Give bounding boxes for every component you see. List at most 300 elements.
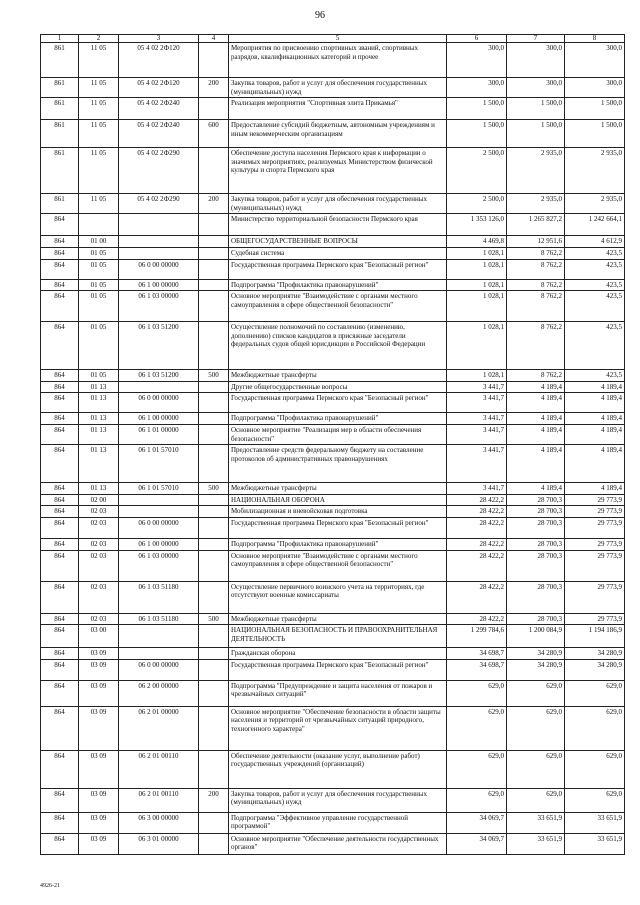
amount-col-7: 28 700,3 [507, 538, 565, 550]
grbs-code: 864 [41, 214, 79, 236]
amount-col-6: 28 422,2 [447, 517, 507, 538]
amount-col-6: 34 698,7 [447, 648, 507, 660]
amount-col-7: 1 500,0 [507, 120, 565, 148]
target-article: 05 4 02 2Ф240 [119, 120, 199, 148]
amount-col-7: 629,0 [507, 680, 565, 706]
amount-col-8: 4 189,4 [565, 381, 625, 393]
expense-type: 500 [199, 483, 229, 495]
section-code: 01 05 [79, 322, 119, 370]
amount-col-6: 1 028,1 [447, 259, 507, 279]
table-row [41, 194, 625, 214]
grbs-code: 864 [41, 659, 79, 680]
amount-col-8: 423,5 [565, 247, 625, 259]
amount-col-8: 423,5 [565, 322, 625, 370]
amount-col-8: 629,0 [565, 706, 625, 750]
description: Подпрограмма "Профилактика правонарушений" [229, 279, 447, 291]
grbs-code: 864 [41, 538, 79, 550]
table-row [41, 517, 625, 538]
target-article: 05 4 02 2Ф120 [119, 78, 199, 98]
expense-type [199, 750, 229, 788]
target-article [119, 214, 199, 236]
amount-col-6: 1 500,0 [447, 98, 507, 120]
description: Межбюджетные трансферты [229, 370, 447, 382]
table-row [41, 833, 625, 854]
description: Основное мероприятие "Взаимодействие с органами местного самоуправления в сфере общественной безопасности" [229, 291, 447, 322]
description: Государственная программа Пермского края "Безопасный регион" [229, 393, 447, 413]
table-row [41, 788, 625, 812]
description: Осуществление полномочий по составлению (изменению, дополнению) списков кандидатов в присяжные заседатели федеральных судов общей юрисдикции в Российской Федерации [229, 322, 447, 370]
column-number-6: 6 [447, 35, 507, 43]
amount-col-8: 300,0 [565, 43, 625, 78]
expense-type [199, 43, 229, 78]
expense-type [199, 322, 229, 370]
grbs-code: 861 [41, 148, 79, 194]
amount-col-7: 8 762,2 [507, 279, 565, 291]
description: Предоставление средств федеральному бюджету на составление протоколов об административных правонарушениях [229, 445, 447, 483]
description: Осуществление первичного воинского учета на территориях, где отсутствуют военные комиссариаты [229, 581, 447, 613]
amount-col-7: 300,0 [507, 43, 565, 78]
target-article: 06 0 00 00000 [119, 517, 199, 538]
amount-col-7: 4 189,4 [507, 413, 565, 425]
table-row [41, 659, 625, 680]
target-article: 06 1 01 57010 [119, 483, 199, 495]
description: Подпрограмма "Профилактика правонарушений" [229, 413, 447, 425]
grbs-code: 864 [41, 259, 79, 279]
column-number-8: 8 [565, 35, 625, 43]
amount-col-8: 423,5 [565, 259, 625, 279]
target-article: 05 4 02 2Ф240 [119, 98, 199, 120]
table-row [41, 706, 625, 750]
amount-col-7: 1 500,0 [507, 98, 565, 120]
section-code: 02 03 [79, 506, 119, 518]
amount-col-7: 8 762,2 [507, 291, 565, 322]
target-article [119, 506, 199, 518]
grbs-code: 864 [41, 381, 79, 393]
grbs-code: 864 [41, 445, 79, 483]
section-code: 02 03 [79, 517, 119, 538]
grbs-code: 864 [41, 247, 79, 259]
target-article: 06 1 03 51200 [119, 322, 199, 370]
amount-col-7: 629,0 [507, 788, 565, 812]
grbs-code: 861 [41, 78, 79, 98]
expense-type [199, 214, 229, 236]
expense-type [199, 833, 229, 854]
column-number-5: 5 [229, 35, 447, 43]
table-row [41, 322, 625, 370]
target-article: 06 1 01 00000 [119, 424, 199, 444]
expense-type [199, 706, 229, 750]
table-row [41, 236, 625, 248]
description: Мобилизационная и вневойсковая подготовка [229, 506, 447, 518]
expense-type: 200 [199, 788, 229, 812]
section-code: 02 03 [79, 581, 119, 613]
target-article: 06 2 00 00000 [119, 680, 199, 706]
amount-col-6: 3 441,7 [447, 413, 507, 425]
column-number-4: 4 [199, 35, 229, 43]
expense-type [199, 648, 229, 660]
table-row [41, 247, 625, 259]
table-row [41, 750, 625, 788]
table-row [41, 279, 625, 291]
grbs-code: 864 [41, 750, 79, 788]
description: Подпрограмма "Эффективное управление государственной программой" [229, 812, 447, 833]
budget-table [40, 34, 625, 855]
table-row [41, 78, 625, 98]
section-code: 02 03 [79, 550, 119, 581]
expense-type [199, 424, 229, 444]
section-code: 11 05 [79, 78, 119, 98]
description: Основное мероприятие "Обеспечение деятельности государственных органов" [229, 833, 447, 854]
grbs-code: 864 [41, 236, 79, 248]
target-article: 06 2 01 00110 [119, 750, 199, 788]
grbs-code: 864 [41, 424, 79, 444]
amount-col-7: 2 935,0 [507, 148, 565, 194]
grbs-code: 864 [41, 648, 79, 660]
table-row [41, 648, 625, 660]
target-article: 06 1 03 00000 [119, 550, 199, 581]
amount-col-8: 29 773,9 [565, 550, 625, 581]
target-article: 05 4 02 2Ф120 [119, 43, 199, 78]
table-row [41, 613, 625, 625]
table-row [41, 43, 625, 78]
column-number-2: 2 [79, 35, 119, 43]
amount-col-6: 1 028,1 [447, 247, 507, 259]
expense-type [199, 279, 229, 291]
amount-col-6: 1 353 126,0 [447, 214, 507, 236]
amount-col-7: 4 189,4 [507, 445, 565, 483]
amount-col-6: 1 028,1 [447, 291, 507, 322]
description: Основное мероприятие "Реализация мер в области обеспечения безопасности" [229, 424, 447, 444]
grbs-code: 864 [41, 506, 79, 518]
description: Подпрограмма "Предупреждение и защита населения от пожаров и чрезвычайных ситуаций" [229, 680, 447, 706]
target-article: 06 1 03 51180 [119, 613, 199, 625]
amount-col-6: 1 028,1 [447, 370, 507, 382]
target-article: 06 1 03 51180 [119, 581, 199, 613]
grbs-code: 861 [41, 120, 79, 148]
section-code: 01 13 [79, 393, 119, 413]
expense-type [199, 659, 229, 680]
description: Министерство территориальной безопасности Пермского края [229, 214, 447, 236]
grbs-code: 864 [41, 279, 79, 291]
description: Обеспечение деятельности (оказание услуг, выполнение работ) государственных учреждений (организаций) [229, 750, 447, 788]
amount-col-6: 3 441,7 [447, 483, 507, 495]
section-code: 01 05 [79, 370, 119, 382]
amount-col-6: 4 469,8 [447, 236, 507, 248]
amount-col-8: 629,0 [565, 750, 625, 788]
expense-type: 500 [199, 613, 229, 625]
amount-col-6: 3 441,7 [447, 381, 507, 393]
amount-col-7: 1 200 084,9 [507, 625, 565, 648]
grbs-code: 864 [41, 833, 79, 854]
section-code: 03 09 [79, 788, 119, 812]
section-code: 01 13 [79, 381, 119, 393]
amount-col-7: 28 700,3 [507, 506, 565, 518]
expense-type [199, 445, 229, 483]
section-code: 02 03 [79, 538, 119, 550]
grbs-code: 864 [41, 393, 79, 413]
grbs-code: 864 [41, 322, 79, 370]
expense-type: 200 [199, 194, 229, 214]
amount-col-6: 28 422,2 [447, 494, 507, 506]
grbs-code: 864 [41, 413, 79, 425]
expense-type [199, 291, 229, 322]
amount-col-7: 300,0 [507, 78, 565, 98]
amount-col-6: 3 441,7 [447, 445, 507, 483]
table-row [41, 214, 625, 236]
amount-col-6: 300,0 [447, 43, 507, 78]
section-code: 11 05 [79, 98, 119, 120]
section-code: 03 09 [79, 659, 119, 680]
section-code: 01 13 [79, 483, 119, 495]
description: Государственная программа Пермского края "Безопасный регион" [229, 517, 447, 538]
amount-col-7: 28 700,3 [507, 581, 565, 613]
table-row [41, 393, 625, 413]
description: Государственная программа Пермского края "Безопасный регион" [229, 259, 447, 279]
amount-col-8: 29 773,9 [565, 613, 625, 625]
table-row [41, 148, 625, 194]
expense-type: 600 [199, 120, 229, 148]
section-code: 03 09 [79, 750, 119, 788]
page-number: 96 [315, 10, 325, 21]
description: Мероприятия по присвоению спортивных званий, спортивных разрядов, квалификационных категорий и прочее [229, 43, 447, 78]
section-code: 03 09 [79, 812, 119, 833]
amount-col-7: 4 189,4 [507, 424, 565, 444]
description: Межбюджетные трансферты [229, 613, 447, 625]
amount-col-7: 8 762,2 [507, 247, 565, 259]
amount-col-6: 3 441,7 [447, 424, 507, 444]
grbs-code: 861 [41, 98, 79, 120]
expense-type [199, 393, 229, 413]
grbs-code: 864 [41, 517, 79, 538]
target-article [119, 381, 199, 393]
amount-col-6: 629,0 [447, 680, 507, 706]
amount-col-8: 1 500,0 [565, 98, 625, 120]
expense-type: 500 [199, 370, 229, 382]
table-row [41, 424, 625, 444]
section-code: 03 09 [79, 833, 119, 854]
section-code: 01 00 [79, 236, 119, 248]
column-number-1: 1 [41, 35, 79, 43]
expense-type [199, 550, 229, 581]
target-article: 06 1 00 00000 [119, 538, 199, 550]
section-code: 01 05 [79, 279, 119, 291]
description: ОБЩЕГОСУДАРСТВЕННЫЕ ВОПРОСЫ [229, 236, 447, 248]
amount-col-8: 4 189,4 [565, 483, 625, 495]
expense-type [199, 538, 229, 550]
table-row [41, 680, 625, 706]
amount-col-7: 33 651,9 [507, 812, 565, 833]
table-row [41, 506, 625, 518]
section-code: 11 05 [79, 148, 119, 194]
table-body [41, 35, 625, 855]
expense-type [199, 236, 229, 248]
description: Гражданская оборона [229, 648, 447, 660]
grbs-code: 861 [41, 43, 79, 78]
table-row [41, 483, 625, 495]
target-article: 06 1 03 51200 [119, 370, 199, 382]
expense-type [199, 581, 229, 613]
section-code: 11 05 [79, 43, 119, 78]
section-code: 03 09 [79, 706, 119, 750]
description: Основное мероприятие "Взаимодействие с органами местного самоуправления в сфере общественной безопасности" [229, 550, 447, 581]
target-article [119, 625, 199, 648]
target-article: 06 1 03 00000 [119, 291, 199, 322]
amount-col-7: 4 189,4 [507, 483, 565, 495]
section-code: 02 03 [79, 613, 119, 625]
description: Другие общегосударственные вопросы [229, 381, 447, 393]
amount-col-7: 629,0 [507, 706, 565, 750]
amount-col-8: 629,0 [565, 680, 625, 706]
target-article: 06 0 00 00000 [119, 393, 199, 413]
table-row [41, 445, 625, 483]
section-code: 11 05 [79, 194, 119, 214]
amount-col-8: 33 651,9 [565, 833, 625, 854]
target-article: 06 0 00 00000 [119, 659, 199, 680]
target-article [119, 247, 199, 259]
target-article [119, 494, 199, 506]
target-article: 06 3 01 00000 [119, 833, 199, 854]
table-row [41, 259, 625, 279]
description: Государственная программа Пермского края "Безопасный регион" [229, 659, 447, 680]
section-code: 02 00 [79, 494, 119, 506]
amount-col-8: 4 189,4 [565, 445, 625, 483]
description: НАЦИОНАЛЬНАЯ ОБОРОНА [229, 494, 447, 506]
table-row [41, 812, 625, 833]
amount-col-8: 2 935,0 [565, 194, 625, 214]
amount-col-7: 12 951,6 [507, 236, 565, 248]
expense-type [199, 259, 229, 279]
amount-col-8: 423,5 [565, 279, 625, 291]
amount-col-6: 629,0 [447, 706, 507, 750]
column-number-7: 7 [507, 35, 565, 43]
amount-col-6: 34 698,7 [447, 659, 507, 680]
amount-col-8: 4 189,4 [565, 413, 625, 425]
table-row [41, 550, 625, 581]
target-article: 06 3 00 00000 [119, 812, 199, 833]
amount-col-8: 1 194 186,9 [565, 625, 625, 648]
amount-col-8: 29 773,9 [565, 581, 625, 613]
amount-col-7: 33 651,9 [507, 833, 565, 854]
table-row [41, 98, 625, 120]
expense-type [199, 812, 229, 833]
amount-col-6: 2 500,0 [447, 148, 507, 194]
description: Предоставление субсидий бюджетным, автономным учреждениям и иным некоммерческим организациям [229, 120, 447, 148]
amount-col-6: 3 441,7 [447, 393, 507, 413]
amount-col-6: 1 500,0 [447, 120, 507, 148]
amount-col-8: 34 280,9 [565, 648, 625, 660]
amount-col-8: 629,0 [565, 788, 625, 812]
amount-col-7: 629,0 [507, 750, 565, 788]
expense-type [199, 381, 229, 393]
expense-type [199, 517, 229, 538]
section-code: 11 05 [79, 120, 119, 148]
amount-col-6: 1 299 784,6 [447, 625, 507, 648]
table-row [41, 494, 625, 506]
table-row [41, 370, 625, 382]
amount-col-6: 629,0 [447, 788, 507, 812]
section-code [79, 214, 119, 236]
target-article: 05 4 02 2Ф290 [119, 148, 199, 194]
table-row [41, 581, 625, 613]
amount-col-8: 4 189,4 [565, 424, 625, 444]
column-number-3: 3 [119, 35, 199, 43]
amount-col-8: 423,5 [565, 291, 625, 322]
amount-col-6: 28 422,2 [447, 538, 507, 550]
description: НАЦИОНАЛЬНАЯ БЕЗОПАСНОСТЬ И ПРАВООХРАНИТЕЛЬНАЯ ДЕЯТЕЛЬНОСТЬ [229, 625, 447, 648]
grbs-code: 864 [41, 680, 79, 706]
expense-type [199, 680, 229, 706]
header-row [41, 35, 625, 43]
description: Закупка товаров, работ и услуг для обеспечения государственных (муниципальных) нужд [229, 78, 447, 98]
amount-col-6: 28 422,2 [447, 550, 507, 581]
grbs-code: 864 [41, 625, 79, 648]
table-row [41, 291, 625, 322]
amount-col-7: 28 700,3 [507, 613, 565, 625]
grbs-code: 864 [41, 812, 79, 833]
description: Подпрограмма "Профилактика правонарушений" [229, 538, 447, 550]
section-code: 03 09 [79, 648, 119, 660]
amount-col-8: 33 651,9 [565, 812, 625, 833]
description: Обеспечение доступа населения Пермского края к информации о значимых мероприятиях, реализуемых Министерством физической культуры и спорта Пермского края [229, 148, 447, 194]
section-code: 03 00 [79, 625, 119, 648]
amount-col-8: 1 500,0 [565, 120, 625, 148]
expense-type [199, 148, 229, 194]
amount-col-8: 29 773,9 [565, 494, 625, 506]
amount-col-7: 28 700,3 [507, 550, 565, 581]
grbs-code: 864 [41, 706, 79, 750]
amount-col-8: 29 773,9 [565, 517, 625, 538]
amount-col-7: 34 280,9 [507, 648, 565, 660]
grbs-code: 864 [41, 483, 79, 495]
amount-col-7: 8 762,2 [507, 370, 565, 382]
amount-col-6: 2 500,0 [447, 194, 507, 214]
amount-col-8: 423,5 [565, 370, 625, 382]
table-row [41, 538, 625, 550]
amount-col-6: 1 028,1 [447, 279, 507, 291]
grbs-code: 864 [41, 788, 79, 812]
amount-col-7: 8 762,2 [507, 259, 565, 279]
amount-col-6: 629,0 [447, 750, 507, 788]
amount-col-8: 34 280,9 [565, 659, 625, 680]
table-row [41, 120, 625, 148]
expense-type [199, 494, 229, 506]
section-code: 01 05 [79, 291, 119, 322]
grbs-code: 864 [41, 291, 79, 322]
target-article: 06 1 00 00000 [119, 413, 199, 425]
amount-col-8: 1 242 664,1 [565, 214, 625, 236]
table-row [41, 413, 625, 425]
section-code: 01 13 [79, 424, 119, 444]
amount-col-8: 29 773,9 [565, 506, 625, 518]
amount-col-8: 29 773,9 [565, 538, 625, 550]
amount-col-7: 2 935,0 [507, 194, 565, 214]
description: Межбюджетные трансферты [229, 483, 447, 495]
grbs-code: 864 [41, 581, 79, 613]
amount-col-7: 8 762,2 [507, 322, 565, 370]
description: Основное мероприятие "Обеспечение безопасности в области защиты населения и территорий от чрезвычайных ситуаций природного, техногенного характера" [229, 706, 447, 750]
target-article: 06 1 00 00000 [119, 279, 199, 291]
amount-col-8: 4 612,9 [565, 236, 625, 248]
table-row [41, 381, 625, 393]
description: Закупка товаров, работ и услуг для обеспечения государственных (муниципальных) нужд [229, 788, 447, 812]
grbs-code: 864 [41, 550, 79, 581]
section-code: 01 05 [79, 259, 119, 279]
target-article: 05 4 02 2Ф290 [119, 194, 199, 214]
amount-col-6: 300,0 [447, 78, 507, 98]
expense-type [199, 247, 229, 259]
expense-type [199, 506, 229, 518]
amount-col-8: 300,0 [565, 78, 625, 98]
